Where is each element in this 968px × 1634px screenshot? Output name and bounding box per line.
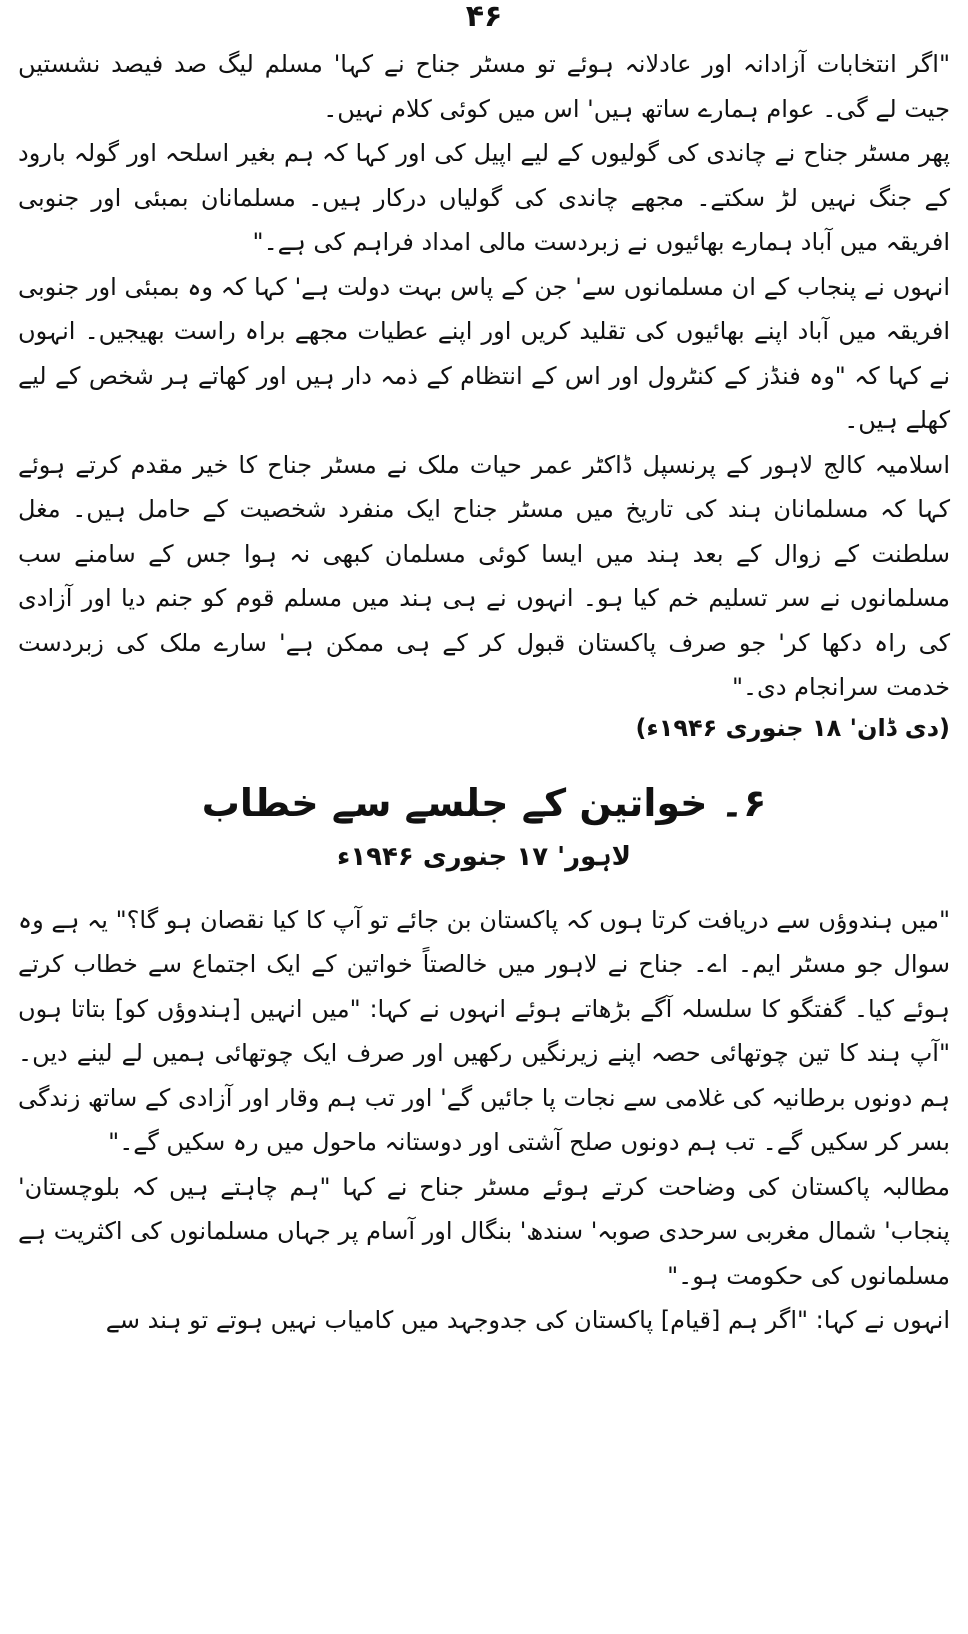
paragraph: مطالبہ پاکستان کی وضاحت کرتے ہوئے مسٹر جناح نے کہا "ہم چاہتے ہیں کہ بلوچستان' پنجاب' شمال مغربی سرحدی صوبہ' سندھ' بنگال اور آسام پر جہاں مسلمانوں کی اکثریت ہے مسلمانوں کی حکومت ہو۔" (18, 1172, 950, 1290)
section-heading: ۶۔ خواتین کے جلسے سے خطاب (201, 780, 767, 825)
section-one (18, 42, 950, 746)
citation: (دی ڈان' ۱۸ جنوری ۱۹۴۶ء) (635, 713, 950, 742)
paragraph: پھر مسٹر جناح نے چاندی کی گولیوں کے لیے اپیل کی اور کہا کہ ہم بغیر اسلحہ اور گولہ بارود کے جنگ نہیں لڑ سکتے۔ مجھے چاندی کی گولیاں درکار ہیں۔ مسلمانان بمبئی اور جنوبی افریقہ میں آباد ہمارے بھائیوں نے زبردست مالی امداد فراہم کی ہے۔" (18, 139, 951, 256)
paragraph: انہوں نے پنجاب کے ان مسلمانوں سے' جن کے پاس بہت دولت ہے' کہا کہ وہ بمبئی اور جنوبی افریقہ میں آباد اپنے بھائیوں کی تقلید کریں اور اپنے عطیات مجھے براہ راست بھیجیں۔ انہوں نے کہا کہ "وہ فنڈز کے کنٹرول اور اس کے انتظام کے ذمہ دار ہیں اور کھاتے ہر شخص کے لیے کھلے ہیں۔ (18, 272, 950, 434)
paragraph: انہوں نے کہا: "اگر ہم [قیام] پاکستان کی جدوجہد میں کامیاب نہیں ہوتے تو ہند سے (105, 1306, 950, 1334)
section-two (18, 898, 950, 1343)
page-number: ۴۶ (465, 0, 503, 34)
section-subheading: لاہور' ۱۷ جنوری ۱۹۴۶ء (337, 841, 631, 872)
paragraph: اسلامیہ کالج لاہور کے پرنسپل ڈاکٹر عمر حیات ملک نے مسٹر جناح کا خیر مقدم کرتے ہوئے کہا کہ مسلمانان ہند کی تاریخ میں مسٹر جناح ایک منفرد شخصیت کے حامل ہیں۔ مغل سلطنت کے زوال کے بعد ہند میں ایسا کوئی مسلمان کبھی نہ ہوا جس کے سامنے سب مسلمانوں نے سر تسلیم خم کیا ہو۔ انہوں نے ہی ہند میں مسلم قوم کو جنم دیا اور آزادی کی راہ دکھا کر' جو صرف پاکستان قبول کر کے ہی ممکن ہے' سارے ملک کی زبردست خدمت سرانجام دی۔" (18, 450, 950, 701)
paragraph: "میں ہندوؤں سے دریافت کرتا ہوں کہ پاکستان بن جائے تو آپ کا کیا نقصان ہو گا؟" یہ ہے وہ سوال جو مسٹر ایم۔ اے۔ جناح نے لاہور میں خالصتاً خواتین کے ایک اجتماع سے خطاب کرتے ہوئے کیا۔ گفتگو کا سلسلہ آگے بڑھاتے ہوئے انہوں نے کہا: "میں انہیں [ہندوؤں کو] بتاتا ہوں "آپ ہند کا تین چوتھائی حصہ اپنے زیرنگیں رکھیں اور صرف ایک چوتھائی ہمیں لے لینے دیں۔ ہم دونوں برطانیہ کی غلامی سے نجات پا جائیں گے' اور تب ہم وقار اور آزادی کے ساتھ زندگی بسر کر سکیں گے۔ تب ہم دونوں صلح آشتی اور دوستانہ ماحول میں رہ سکیں گے۔" (18, 905, 950, 1156)
paragraph: "اگر انتخابات آزادانہ اور عادلانہ ہوئے تو مسٹر جناح نے کہا' مسلم لیگ صد فیصد نشستیں جیت لے گی۔ عوام ہمارے ساتھ ہیں' اس میں کوئی کلام نہیں۔ (18, 50, 950, 123)
